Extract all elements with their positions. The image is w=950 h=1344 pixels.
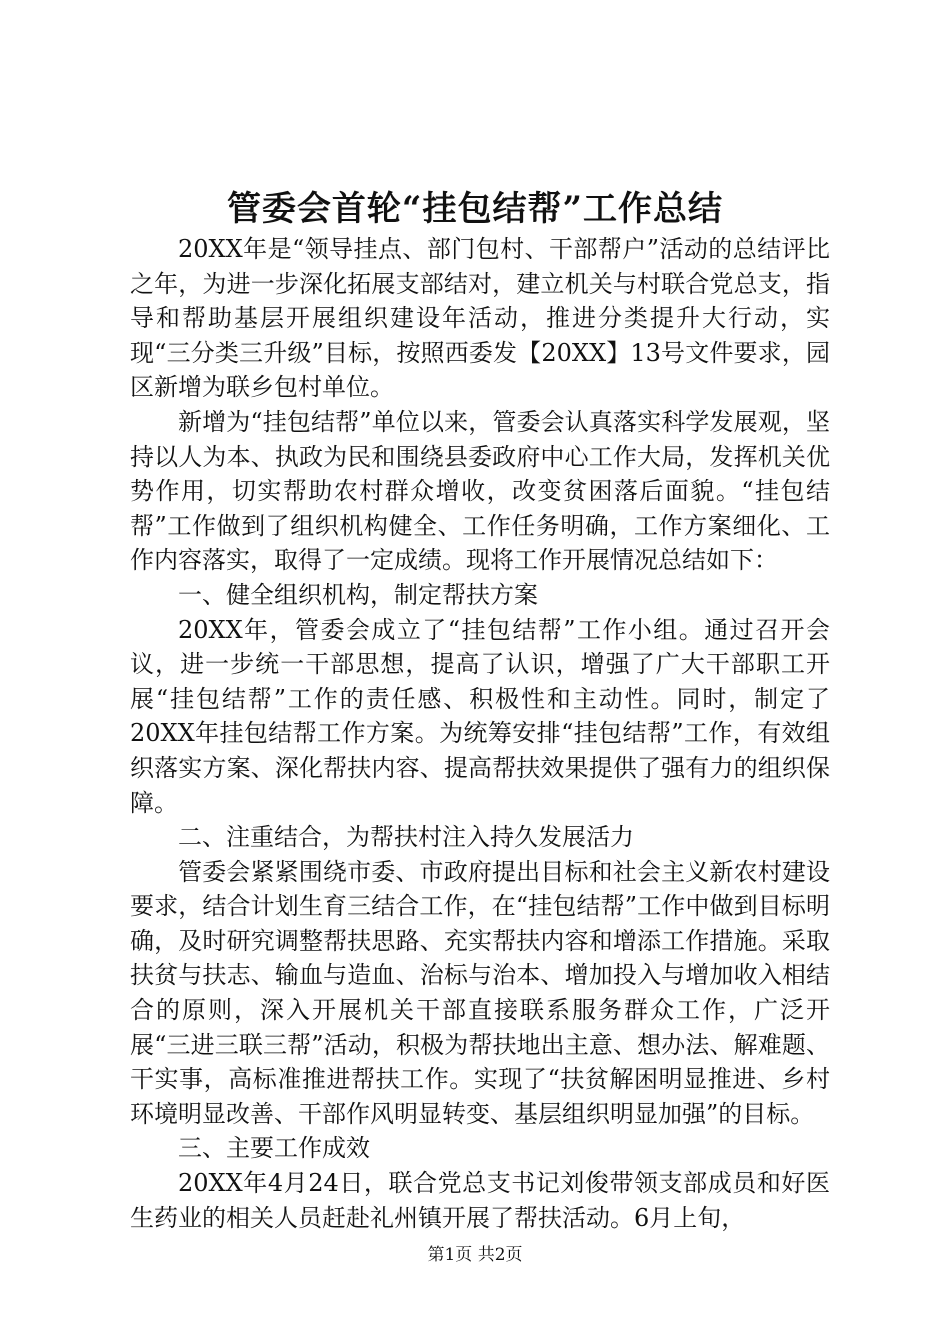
paragraph-overview: 新增为“挂包结帮”单位以来，管委会认真落实科学发展观，坚持以人为本、执政为民和围绕县委政府中心工作大局，发挥机关优势作用，切实帮助农村群众增收，改变贫困落后面貌。“挂包结帮”工作做到了组织机构健全、工作任务明确，工作方案细化、工作内容落实，取得了一定成绩。现将工作开展情况总结如下： [130, 407, 830, 575]
section-heading-2: 二、注重结合，为帮扶村注入持久发展活力 [178, 823, 634, 852]
section-heading-1: 一、健全组织机构，制定帮扶方案 [178, 580, 538, 609]
section-heading-3: 三、主要工作成效 [178, 1134, 370, 1163]
paragraph-section-3: 20XX年4月24日，联合党总支书记刘俊带领支部成员和好医生药业的相关人员赶赴礼州镇开展了帮扶活动。6月上旬， [130, 1169, 830, 1232]
paragraph-section-1: 20XX年，管委会成立了“挂包结帮”工作小组。通过召开会议，进一步统一干部思想，提高了认识，增强了广大干部职工开展“挂包结帮”工作的责任感、积极性和主动性。同时，制定了20XX年挂包结帮工作方案。为统筹安排“挂包结帮”工作，有效组织落实方案、深化帮扶内容、提高帮扶效果提供了强有力的组织保障。 [130, 615, 830, 817]
document-title: 管委会首轮“挂包结帮”工作总结 [226, 189, 724, 229]
paragraph-intro: 20XX年是“领导挂点、部门包村、干部帮户”活动的总结评比之年，为进一步深化拓展支部结对，建立机关与村联合党总支，指导和帮助基层开展组织建设年活动，推进分类提升大行动，实现“三分类三升级”目标，按照西委发【20XX】13号文件要求，园区新增为联乡包村单位。 [130, 235, 830, 402]
document-body [130, 232, 830, 1235]
page-footer: 第1页 共2页 [427, 1245, 523, 1265]
paragraph-section-2: 管委会紧紧围绕市委、市政府提出目标和社会主义新农村建设要求，结合计划生育三结合工作，在“挂包结帮”工作中做到目标明确，及时研究调整帮扶思路、充实帮扶内容和增添工作措施。采取扶贫与扶志、输血与造血、治标与治本、增加投入与增加收入相结合的原则，深入开展机关干部直接联系服务群众工作，广泛开展“三进三联三帮”活动，积极为帮扶地出主意、想办法、解难题、干实事，高标准推进帮扶工作。实现了“扶贫解困明显推进、乡村环境明显改善、干部作风明显转变、基层组织明显加强”的目标。 [130, 857, 830, 1128]
